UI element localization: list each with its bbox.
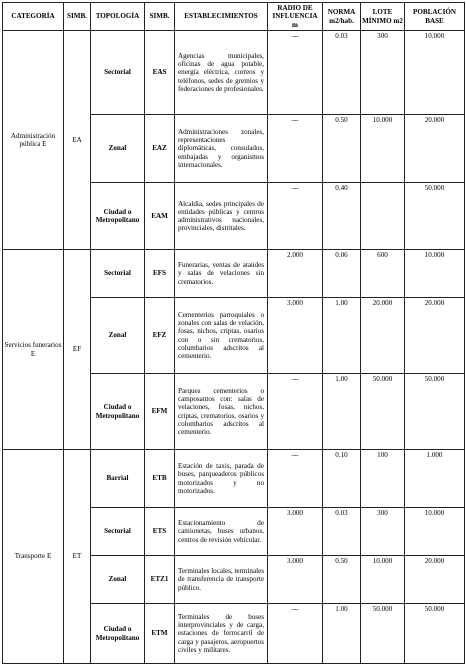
- radius-cell: 3.000: [268, 556, 323, 604]
- norm-cell: 1.00: [323, 298, 361, 374]
- document-page: [2, 2, 464, 658]
- topology-cell: Sectorial: [91, 508, 145, 556]
- topology-cell: Sectorial: [91, 31, 145, 115]
- lot-cell: 50.000: [361, 604, 405, 664]
- radius-cell: ---: [268, 183, 323, 250]
- category-cell: Transporte E: [3, 450, 64, 664]
- radius-cell: ---: [268, 450, 323, 508]
- norm-cell: 0.03: [323, 31, 361, 115]
- establishments-cell: Funerarias, ventas de ataúdes y salas de velaciones sin crematorios.: [175, 250, 268, 298]
- header-cell: SIMB.: [64, 3, 91, 31]
- lot-cell: [361, 183, 405, 250]
- population-cell: 10.000: [405, 508, 465, 556]
- header-cell: ESTABLECIMIENTOS: [175, 3, 268, 31]
- norm-cell: 1.00: [323, 604, 361, 664]
- norm-cell: 0.40: [323, 183, 361, 250]
- topology-cell: Barrial: [91, 450, 145, 508]
- topology-cell: Zonal: [91, 556, 145, 604]
- norm-cell: 0.10: [323, 450, 361, 508]
- lot-cell: 10.000: [361, 115, 405, 183]
- category-symbol-cell: ET: [64, 450, 91, 664]
- table-row: [3, 450, 465, 508]
- norm-cell: 1.00: [323, 374, 361, 450]
- population-cell: 20.000: [405, 115, 465, 183]
- radius-cell: 3.000: [268, 508, 323, 556]
- topology-symbol-cell: ETZ1: [145, 556, 175, 604]
- establishments-cell: Estación de taxis, parada de buses, parqueaderos públicos motorizados y no motorizados.: [175, 450, 268, 508]
- topology-symbol-cell: EFS: [145, 250, 175, 298]
- lot-cell: 10.000: [361, 556, 405, 604]
- radius-cell: 3.000: [268, 298, 323, 374]
- lot-cell: 300: [361, 508, 405, 556]
- header-cell: RADIO DE INFLUENCIA m: [268, 3, 323, 31]
- topology-symbol-cell: EAZ: [145, 115, 175, 183]
- population-cell: 20.000: [405, 298, 465, 374]
- topology-symbol-cell: EAM: [145, 183, 175, 250]
- population-cell: 10.000: [405, 31, 465, 115]
- topology-symbol-cell: EAS: [145, 31, 175, 115]
- topology-cell: Zonal: [91, 298, 145, 374]
- establishments-cell: Terminales de buses interprovinciales y de carga, estaciones de ferrocarril de carga y pasajeros, aeropuertos civiles y militares.: [175, 604, 268, 664]
- equipment-table: [2, 2, 465, 664]
- topology-cell: Zonal: [91, 115, 145, 183]
- radius-cell: ---: [268, 115, 323, 183]
- header-cell: CATEGORÍA: [3, 3, 64, 31]
- topology-symbol-cell: ETM: [145, 604, 175, 664]
- population-cell: 20.000: [405, 556, 465, 604]
- category-symbol-cell: EA: [64, 31, 91, 250]
- topology-cell: Ciudad o Metropolitano: [91, 374, 145, 450]
- topology-symbol-cell: EFM: [145, 374, 175, 450]
- header-cell: NORMA m2/hab.: [323, 3, 361, 31]
- radius-cell: 2.000: [268, 250, 323, 298]
- establishments-cell: Cementerios parroquiales o zonales con salas de velación, fosas, nichos, criptas, osarios con o sin crematorios, columbarios adscritos al cementerio.: [175, 298, 268, 374]
- establishments-cell: Alcaldía, sedes principales de entidades públicas y centros administrativos nacionales, provinciales, distritales.: [175, 183, 268, 250]
- population-cell: 10.000: [405, 250, 465, 298]
- population-cell: 1.000: [405, 450, 465, 508]
- population-cell: 50.000: [405, 183, 465, 250]
- topology-symbol-cell: ETS: [145, 508, 175, 556]
- topology-cell: Ciudad o Metropolitano: [91, 183, 145, 250]
- category-symbol-cell: EF: [64, 250, 91, 450]
- radius-cell: ---: [268, 374, 323, 450]
- establishments-cell: Administraciones zonales, representaciones diplomáticas, consulados, embajadas y organismos internacionales.: [175, 115, 268, 183]
- lot-cell: 20.000: [361, 298, 405, 374]
- topology-cell: Ciudad o Metropolitano: [91, 604, 145, 664]
- category-cell: Servicios funerarios E: [3, 250, 64, 450]
- table-row: [3, 250, 465, 298]
- norm-cell: 0.50: [323, 556, 361, 604]
- lot-cell: 100: [361, 450, 405, 508]
- header-cell: LOTE MÍNIMO m2: [361, 3, 405, 31]
- radius-cell: ---: [268, 604, 323, 664]
- establishments-cell: Terminales locales, terminales de transferencia de transporte público.: [175, 556, 268, 604]
- lot-cell: 50.000: [361, 374, 405, 450]
- header-cell: TOPOLOGÍA: [91, 3, 145, 31]
- topology-symbol-cell: EFZ: [145, 298, 175, 374]
- lot-cell: 300: [361, 31, 405, 115]
- norm-cell: 0.06: [323, 250, 361, 298]
- radius-cell: ---: [268, 31, 323, 115]
- establishments-cell: Agencias municipales, oficinas de agua potable, energía eléctrica, correos y teléfonos, sedes de gremios y federaciones de profesionales.: [175, 31, 268, 115]
- header-cell: SIMB.: [145, 3, 175, 31]
- norm-cell: 0.50: [323, 115, 361, 183]
- header-row: [3, 3, 465, 31]
- category-cell: Administración pública E: [3, 31, 64, 250]
- topology-cell: Sectorial: [91, 250, 145, 298]
- population-cell: 50.000: [405, 604, 465, 664]
- header-cell: POBLACIÓN BASE: [405, 3, 465, 31]
- establishments-cell: Parques cementerios o camposantos con: salas de velaciones, fosas, nichos, criptas, crematorios, osarios y columbarios adscritos al cementerio.: [175, 374, 268, 450]
- population-cell: 50.000: [405, 374, 465, 450]
- topology-symbol-cell: ETB: [145, 450, 175, 508]
- table-row: [3, 31, 465, 115]
- establishments-cell: Estacionamiento de camionetas, buses urbanos, centros de revisión vehicular.: [175, 508, 268, 556]
- norm-cell: 0.03: [323, 508, 361, 556]
- lot-cell: 600: [361, 250, 405, 298]
